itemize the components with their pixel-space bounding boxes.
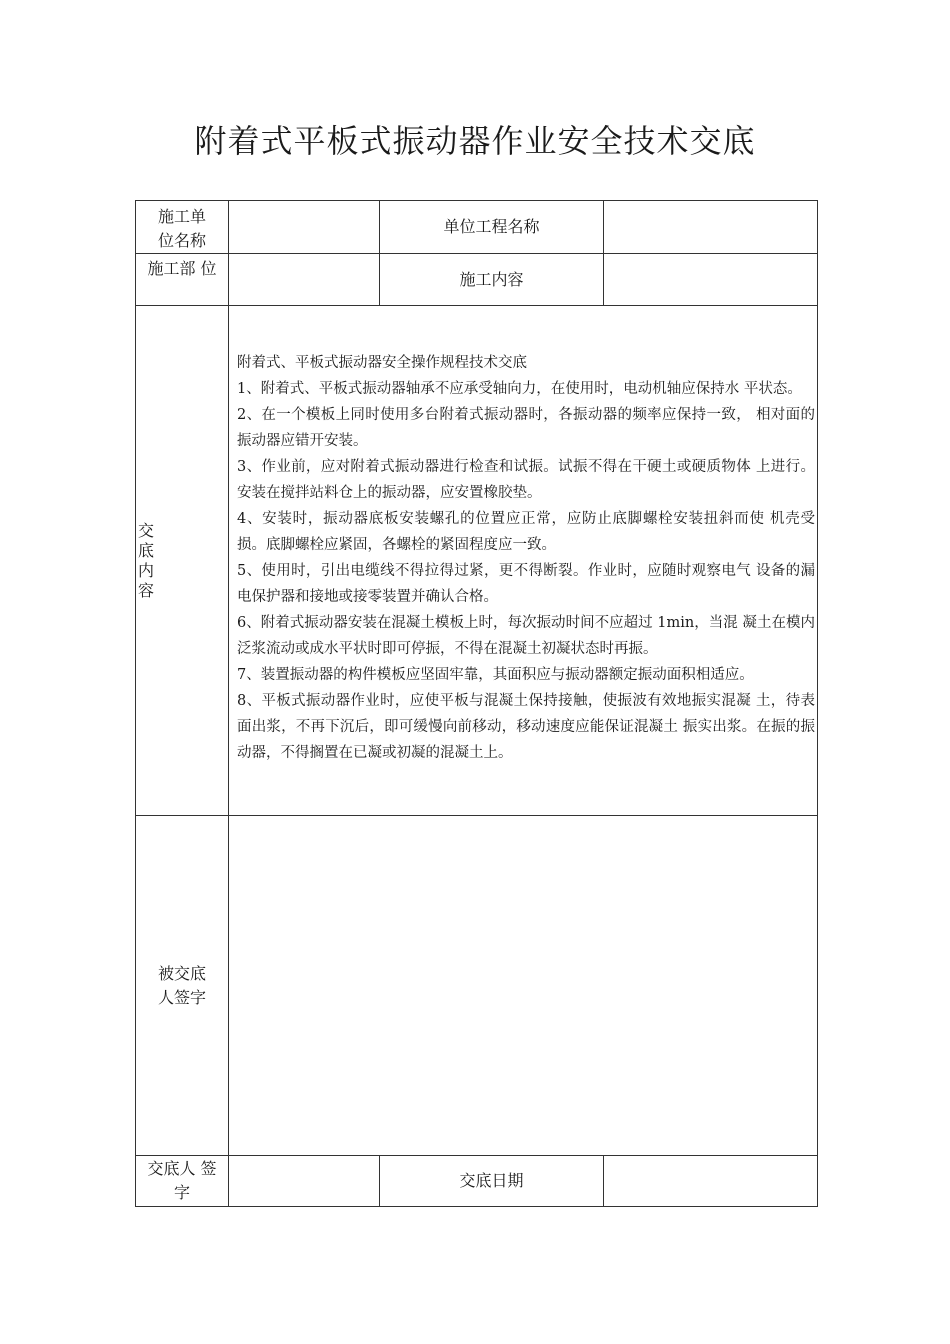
form-row-recipient — [136, 816, 818, 1156]
project-name-label: 单位工程名称 — [380, 201, 604, 254]
briefing-item: 1、附着式、平板式振动器轴承不应承受轴向力，在使用时，电动机轴应保持水 平状态。 — [237, 381, 802, 397]
form-row-briefing — [136, 306, 818, 816]
form-row-location — [136, 254, 818, 306]
unit-name-label: 施工单 位名称 — [136, 201, 229, 254]
location-label: 施工部 位 — [136, 254, 229, 306]
briefing-date-field[interactable] — [604, 1156, 818, 1207]
briefing-item: 8、平板式振动器作业时，应使平板与混凝土保持接触，使振波有效地振实混凝 土，待表面出浆，不再下沉后，即可缓慢向前移动，移动速度应能保证混凝土 振实出浆。在振的振动器，不得搁置在已凝或初凝的混凝土上。 — [237, 693, 815, 761]
location-field[interactable] — [229, 254, 380, 306]
briefing-date-label: 交底日期 — [380, 1156, 604, 1207]
form-row-unit — [136, 201, 818, 254]
briefing-heading: 附着式、平板式振动器安全操作规程技术交底 — [237, 355, 527, 371]
content-field[interactable] — [604, 254, 818, 306]
form-row-footer — [136, 1156, 818, 1207]
briefing-item: 3、作业前，应对附着式振动器进行检查和试振。试振不得在干硬土或硬质物体 上进行。安装在搅拌站料仓上的振动器，应安置橡胶垫。 — [237, 459, 815, 501]
document-title: 附着式平板式振动器作业安全技术交底 — [194, 122, 756, 160]
briefing-label: 交 底 内 容 — [136, 306, 229, 816]
briefing-item: 2、在一个模板上同时使用多台附着式振动器时，各振动器的频率应保持一致， 相对面的振动器应错开安装。 — [237, 407, 815, 449]
recipient-signature-label: 被交底 人签字 — [136, 816, 229, 1156]
briefing-content — [229, 306, 818, 816]
recipient-signature-field[interactable] — [229, 816, 818, 1156]
briefing-item: 7、装置振动器的构件模板应坚固牢靠，其面积应与振动器额定振动面积相适应。 — [237, 667, 754, 683]
briefer-signature-field[interactable] — [229, 1156, 380, 1207]
project-name-field[interactable] — [604, 201, 818, 254]
briefer-signature-label: 交底人 签 字 — [136, 1156, 229, 1207]
briefing-form — [135, 200, 818, 1207]
briefing-item: 5、使用时，引出电缆线不得拉得过紧，更不得断裂。作业时，应随时观察电气 设备的漏电保护器和接地或接零装置并确认合格。 — [237, 563, 815, 605]
briefing-item: 6、附着式振动器安装在混凝土模板上时，每次振动时间不应超过 1min，当混 凝土在模内泛浆流动或成水平状时即可停振，不得在混凝土初凝状态时再振。 — [237, 615, 815, 657]
unit-name-field[interactable] — [229, 201, 380, 254]
briefing-item: 4、安装时，振动器底板安装螺孔的位置应正常，应防止底脚螺栓安装扭斜而使 机壳受损。底脚螺栓应紧固，各螺栓的紧固程度应一致。 — [237, 511, 815, 553]
content-label: 施工内容 — [380, 254, 604, 306]
